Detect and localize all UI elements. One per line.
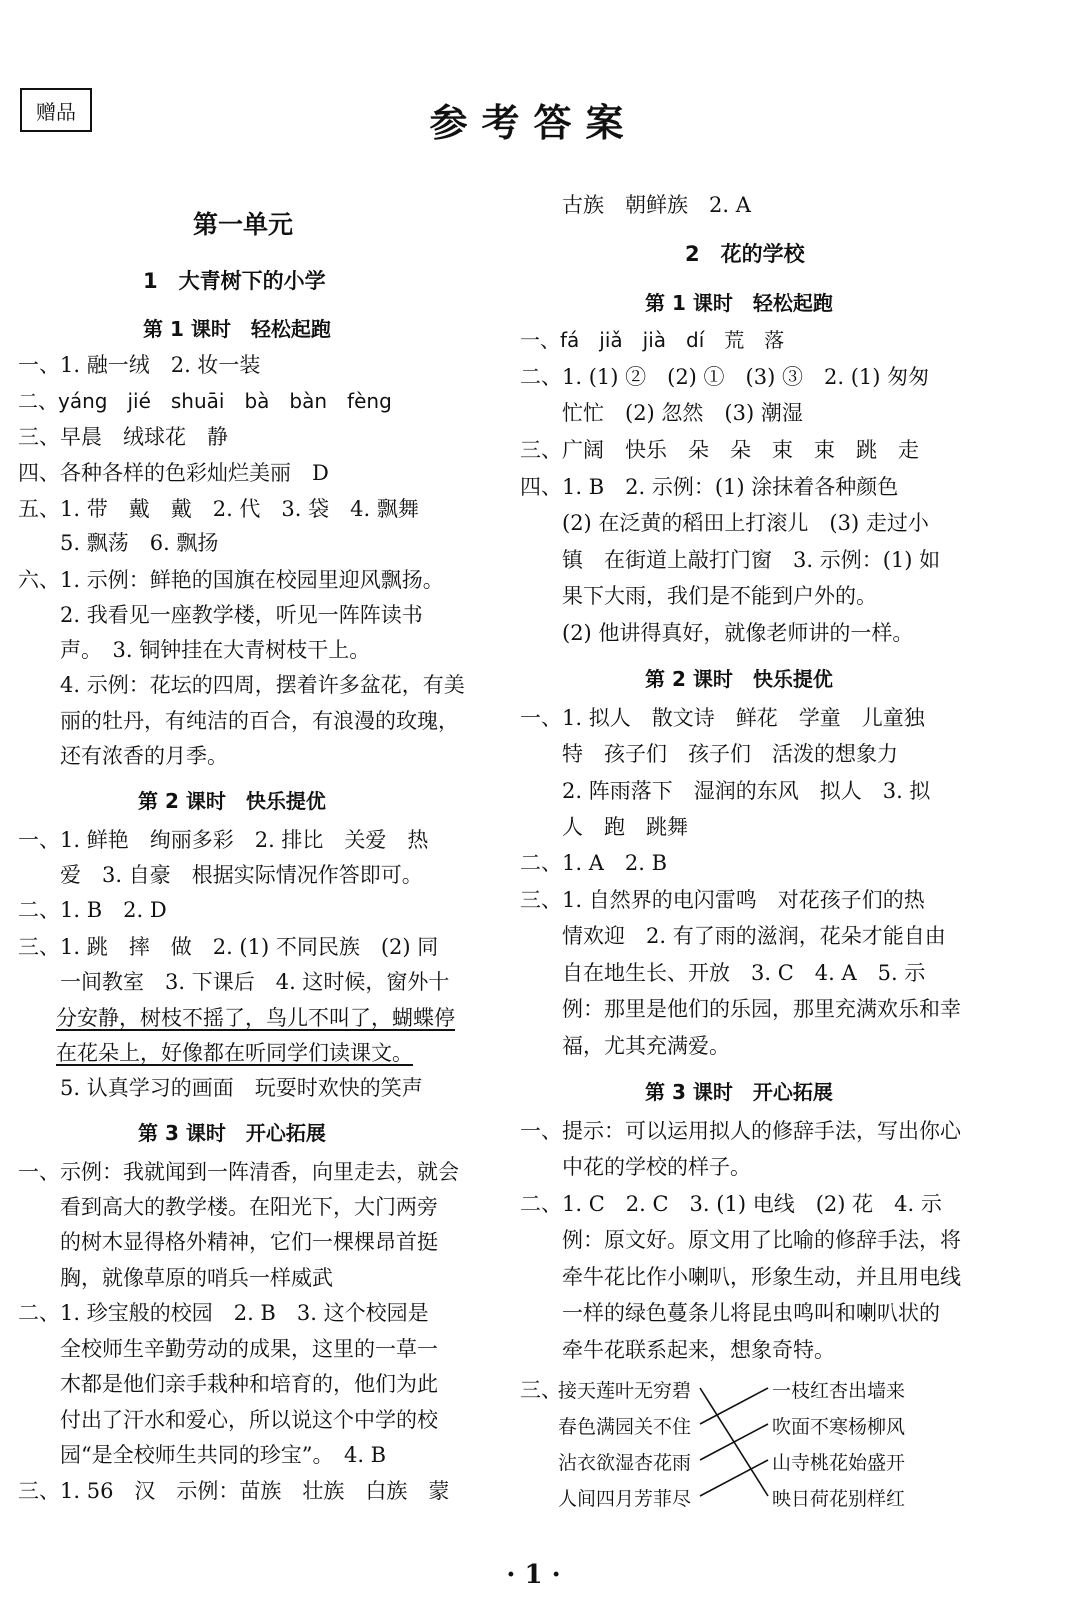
answer-line: 福，尤其充满爱。 (520, 1034, 730, 1058)
section-heading: 第 2 课时 快乐提优 (645, 667, 833, 691)
answer-line: 全校师生辛勤劳动的成果，这里的一草一 (18, 1337, 438, 1361)
section-heading: 第 1 课时 轻松起跑 (645, 291, 833, 315)
match-right-item: 吹面不寒杨柳风 (772, 1416, 906, 1438)
answer-line: 二、1. 珍宝般的校园 2. B 3. 这个校园是 (18, 1301, 429, 1325)
match-line (700, 1388, 768, 1424)
answer-line: 爱 3. 自豪 根据实际情况作答即可。 (18, 863, 423, 887)
match-left-item: 接天莲叶无穷碧 (558, 1380, 692, 1402)
answer-line: 一、提示：可以运用拟人的修辞手法，写出你心 (520, 1119, 961, 1143)
answer-line: 四、1. B 2. 示例：(1) 涂抹着各种颜色 (520, 475, 899, 499)
answer-line: 一、fá jiǎ jià dí 荒 落 (520, 328, 785, 352)
answer-line: 三、早晨 绒球花 静 (18, 425, 228, 449)
answer-line: 还有浓香的月季。 (18, 744, 228, 768)
answer-line: 丽的牡丹，有纯洁的百合，有浪漫的玫瑰， (18, 709, 459, 733)
answer-line: 镇 在街道上敲打门窗 3. 示例：(1) 如 (520, 548, 941, 572)
answer-line: 古族 朝鲜族 2. A (520, 193, 751, 217)
section-heading: 第 3 课时 开心拓展 (645, 1080, 833, 1104)
match-right-item: 山寺桃花始盛开 (772, 1452, 906, 1474)
match-line (700, 1460, 768, 1496)
answer-line: 2. 我看见一座教学楼，听见一阵阵读书 (18, 603, 423, 627)
match-right-item: 映日荷花别样红 (772, 1488, 906, 1510)
match-connector-lines (520, 1370, 990, 1520)
answer-line: 一样的绿色蔓条儿将昆虫鸣叫和喇叭状的 (520, 1301, 940, 1325)
answer-line: 2. 阵雨落下 湿润的东风 拟人 3. 拟 (520, 779, 931, 803)
answer-line: (2) 他讲得真好，就像老师讲的一样。 (520, 621, 914, 645)
answer-line: 人 跑 跳舞 (520, 815, 688, 839)
answer-line: (2) 在泛黄的稻田上打滚儿 (3) 走过小 (520, 511, 929, 535)
match-left-item: 春色满园关不住 (558, 1416, 692, 1438)
answer-line: 分安静，树枝不摇了，鸟儿不叫了，蝴蝶停 (56, 1006, 455, 1030)
section-heading: 第 3 课时 开心拓展 (138, 1121, 326, 1145)
answer-line: 看到高大的教学楼。在阳光下，大门两旁 (18, 1195, 438, 1219)
page-number: · 1 · (506, 1560, 561, 1590)
match-left-item: 沾衣欲湿杏花雨 (558, 1452, 692, 1474)
answer-line: 声。 3. 铜钟挂在大青树枝干上。 (18, 638, 371, 662)
answer-line: 牵牛花联系起来，想象奇特。 (520, 1338, 835, 1362)
answer-line: 中花的学校的样子。 (520, 1155, 751, 1179)
unit-heading: 第一单元 (193, 210, 294, 239)
answer-line: 一、1. 鲜艳 绚丽多彩 2. 排比 关爱 热 (18, 828, 429, 852)
lesson-heading: 1 大青树下的小学 (143, 269, 326, 293)
answer-line: 一、1. 拟人 散文诗 鲜花 学童 儿童独 (520, 706, 925, 730)
answer-line: 5. 飘荡 6. 飘扬 (18, 531, 219, 555)
answer-line: 三、广阔 快乐 朵 朵 束 束 跳 走 (520, 438, 919, 462)
answer-line: 例：那里是他们的乐园，那里充满欢乐和幸 (520, 997, 961, 1021)
answer-line: 二、yáng jié shuāi bà bàn fèng (18, 389, 392, 413)
answer-line: 付出了汗水和爱心，所以说这个中学的校 (18, 1408, 438, 1432)
answer-line: 4. 示例：花坛的四周，摆着许多盆花，有美 (18, 673, 465, 697)
gift-label: 赠品 (20, 88, 92, 132)
answer-line: 四、各种各样的色彩灿烂美丽 D (18, 461, 329, 485)
answer-line: 牵牛花比作小喇叭，形象生动，并且用电线 (520, 1265, 961, 1289)
answer-line: 胸，就像草原的哨兵一样威武 (18, 1266, 333, 1290)
match-right-item: 一枝红杏出墙来 (772, 1380, 906, 1402)
answer-line: 二、1. C 2. C 3. (1) 电线 (2) 花 4. 示 (520, 1192, 942, 1216)
answer-line: 一、示例：我就闻到一阵清香，向里走去，就会 (18, 1160, 459, 1184)
section-heading: 第 2 课时 快乐提优 (138, 789, 326, 813)
answer-line: 二、1. B 2. D (18, 898, 167, 922)
answer-line: 在花朵上，好像都在听同学们读课文。 (56, 1041, 413, 1065)
answer-line: 自在地生长、开放 3. C 4. A 5. 示 (520, 961, 926, 985)
answer-line: 情欢迎 2. 有了雨的滋润，花朵才能自由 (520, 924, 946, 948)
page-title: 参考答案 (429, 101, 638, 145)
lesson-heading: 2 花的学校 (685, 242, 805, 266)
answer-line: 二、1. (1) ② (2) ① (3) ③ 2. (1) 匆匆 (520, 365, 930, 389)
answer-line: 果下大雨，我们是不能到户外的。 (520, 584, 877, 608)
answer-line: 一、1. 融一绒 2. 妆一装 (18, 353, 261, 377)
section-heading: 第 1 课时 轻松起跑 (143, 317, 331, 341)
answer-line: 5. 认真学习的画面 玩耍时欢快的笑声 (18, 1076, 423, 1100)
answer-line: 三、1. 跳 摔 做 2. (1) 不同民族 (2) 同 (18, 935, 439, 959)
answer-line: 的树木显得格外精神，它们一棵棵昂首挺 (18, 1230, 438, 1254)
answer-line: 园“是全校师生共同的珍宝”。 4. B (18, 1443, 387, 1467)
answer-line: 例：原文好。原文用了比喻的修辞手法，将 (520, 1228, 961, 1252)
answer-line: 五、1. 带 戴 戴 2. 代 3. 袋 4. 飘舞 (18, 497, 419, 521)
answer-line: 三、1. 56 汉 示例：苗族 壮族 白族 蒙 (18, 1479, 450, 1503)
match-left-item: 人间四月芳菲尽 (558, 1488, 692, 1510)
answer-line: 二、1. A 2. B (520, 851, 668, 875)
match-line (700, 1424, 768, 1460)
answer-line: 三、1. 自然界的电闪雷鸣 对花孩子们的热 (520, 888, 925, 912)
matching-exercise (520, 1370, 990, 1520)
answer-line: 特 孩子们 孩子们 活泼的想象力 (520, 742, 898, 766)
answer-line: 忙忙 (2) 忽然 (3) 潮湿 (520, 401, 803, 425)
answer-line: 一间教室 3. 下课后 4. 这时候，窗外十 (18, 970, 450, 994)
answer-line: 木都是他们亲手栽种和培育的，他们为此 (18, 1372, 438, 1396)
answer-line: 六、1. 示例：鲜艳的国旗在校园里迎风飘扬。 (18, 568, 444, 592)
match-label: 三、 (520, 1378, 562, 1402)
